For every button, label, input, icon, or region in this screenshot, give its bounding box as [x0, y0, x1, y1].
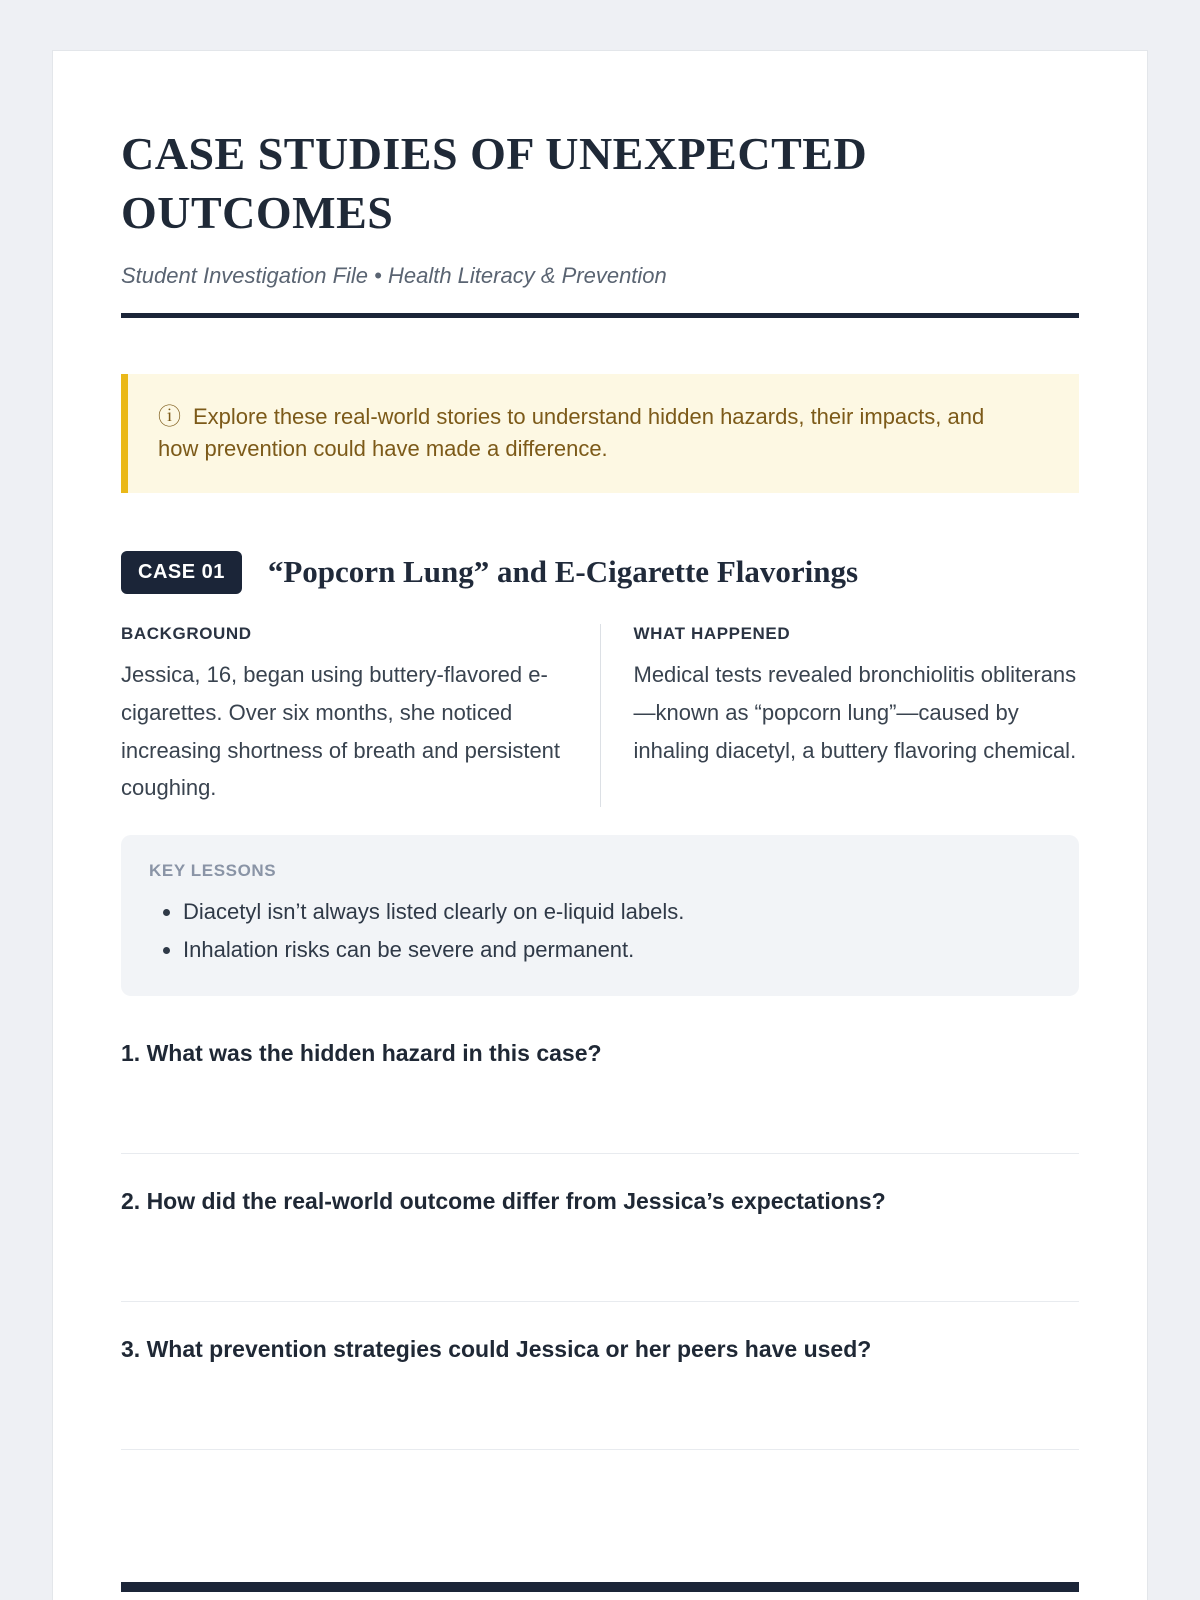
key-lessons-list	[149, 893, 1051, 968]
intro-callout	[121, 374, 1079, 493]
case-columns	[121, 624, 1079, 807]
question-block-3	[121, 1336, 1079, 1450]
background-column	[121, 624, 567, 807]
question-3-text: 3. What prevention strategies could Jessica or her peers have used?	[121, 1336, 872, 1363]
question-3-answer-space	[121, 1363, 1079, 1450]
key-lesson-item: • Inhalation risks can be severe and permanent.	[183, 931, 1051, 968]
question-2-answer-space	[121, 1215, 1079, 1302]
question-2-text: 2. How did the real-world outcome differ from Jessica’s expectations?	[121, 1188, 886, 1215]
what-happened-column	[634, 624, 1080, 807]
background-heading: BACKGROUND	[121, 623, 252, 643]
what-happened-text: Medical tests revealed bronchiolitis obliterans—known as “popcorn lung”—caused by inhaling diacetyl, a buttery flavoring chemical.	[633, 661, 1077, 763]
callout-text: Explore these real-world stories to understand hidden hazards, their impacts, and how prevention could have made a difference.	[158, 403, 985, 462]
page-subtitle: Student Investigation File • Health Literacy & Prevention	[121, 262, 667, 288]
question-block-2	[121, 1188, 1079, 1302]
callout-paragraph	[158, 400, 1018, 465]
info-icon: ⓘ	[158, 402, 181, 429]
next-section-divider	[121, 1582, 1079, 1592]
page-title: CASE STUDIES OF UNEXPECTED OUTCOMES	[121, 128, 868, 238]
key-lessons-box	[121, 835, 1079, 996]
case-01-section	[121, 551, 1079, 1450]
key-lesson-item: • Diacetyl isn’t always listed clearly on e-liquid labels.	[183, 893, 1051, 930]
background-text: Jessica, 16, began using buttery-flavored e-cigarettes. Over six months, she noticed increasing shortness of breath and persistent coughing.	[121, 661, 561, 801]
what-happened-heading: WHAT HAPPENED	[633, 623, 791, 643]
case-number-badge: CASE 01	[121, 551, 242, 594]
case-title: “Popcorn Lung” and E-Cigarette Flavorings	[267, 554, 859, 590]
column-divider	[600, 624, 601, 807]
question-1-text: 1. What was the hidden hazard in this case?	[121, 1040, 602, 1067]
header-divider	[121, 313, 1079, 318]
key-lessons-heading: KEY LESSONS	[149, 861, 277, 881]
question-1-answer-space	[121, 1067, 1079, 1154]
question-block-1	[121, 1040, 1079, 1154]
doc-header	[121, 125, 1079, 318]
case-header	[121, 551, 1079, 594]
worksheet-card	[52, 50, 1148, 1600]
